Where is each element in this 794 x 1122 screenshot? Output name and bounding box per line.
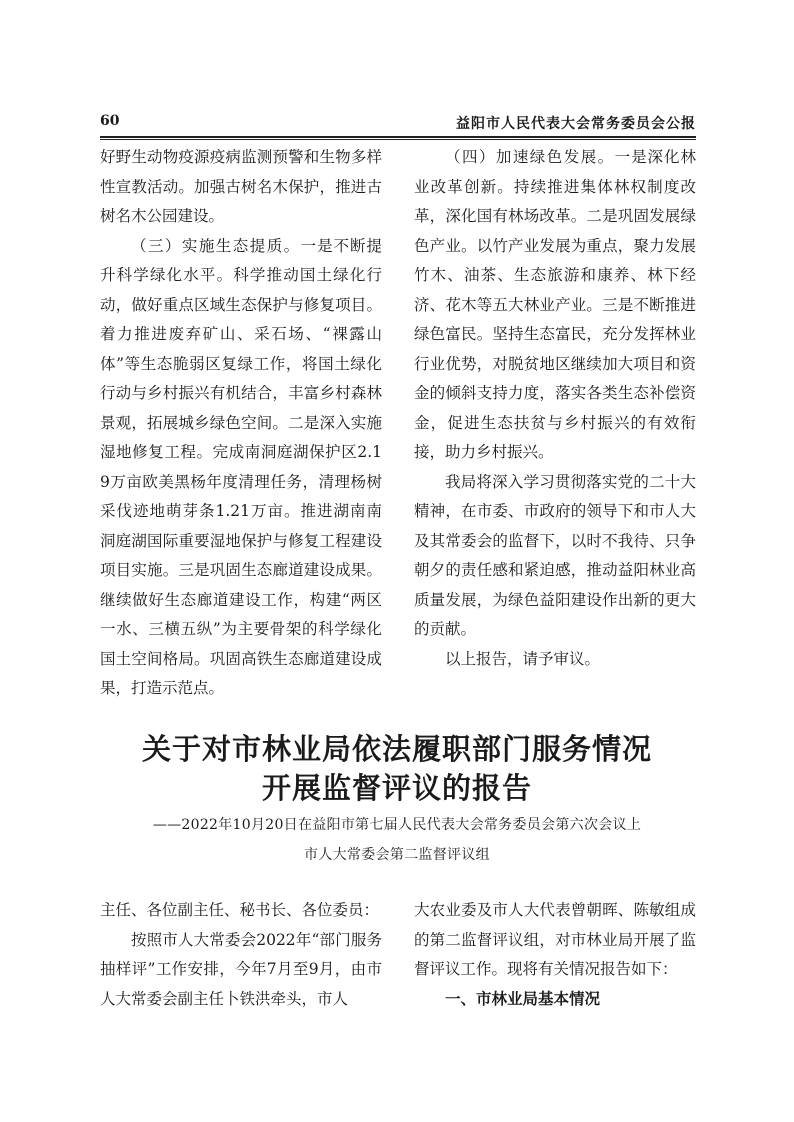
article-title-line1: 关于对市林业局依法履职部门服务情况 bbox=[141, 732, 652, 766]
header-rule-thin bbox=[100, 139, 696, 140]
subsection-heading: （四）加速绿色发展。 bbox=[445, 148, 615, 166]
article-title-line2: 开展监督评议的报告 bbox=[261, 771, 532, 805]
section-heading: 一、市林业局基本情况 bbox=[445, 989, 601, 1008]
paragraph: 大农业委及市人大代表曾朝晖、陈敏组成的第二监督评议组，对市林业局开展了监督评议工作。现将有关情况报告如下： bbox=[414, 901, 696, 978]
page-number: 60 bbox=[100, 113, 120, 129]
right-column-top bbox=[414, 143, 696, 674]
page-header bbox=[100, 113, 696, 133]
subsection-heading: （三）实施生态提质。 bbox=[131, 236, 301, 255]
paragraph: 好野生动物疫源疫病监测预警和生物多样性宣教活动。加强古树名木保护，推进古树名木公园建设。 bbox=[100, 148, 382, 225]
left-column-top bbox=[100, 143, 382, 704]
journal-title: 益阳市人民代表大会常务委员会公报 bbox=[456, 116, 696, 132]
paragraph: 按照市人大常委会2022年“部门服务抽样评”工作安排，今年7月至9月，由市人大常委会副主任卜铁洪牵头，市人 bbox=[100, 930, 382, 1008]
paragraph: 我局将深入学习贯彻落实党的二十大精神，在市委、市政府的领导下和市人大及其常委会的监督下，以时不我待、只争朝夕的责任感和紧迫感，推动益阳林业高质量发展，为绿色益阳建设作出新的更大的贡献。 bbox=[414, 472, 696, 638]
article-subtitle-line1: ——2022年10月20日在益阳市第七届人民代表大会常务委员会第六次会议上 bbox=[152, 817, 642, 833]
right-column-bottom bbox=[414, 896, 696, 1014]
article-subtitle-line2: 市人大常委会第二监督评议组 bbox=[304, 847, 490, 863]
header-rule-thick bbox=[100, 136, 696, 138]
paragraph: 以上报告，请予审议。 bbox=[445, 649, 601, 668]
paragraph: （四）加速绿色发展。一是深化林业改革创新。持续推进集体林权制度改革，深化国有林场改革。二是巩固发展绿色产业。以竹产业发展为重点，聚力发展竹木、油茶、生态旅游和康养、林下经济、花木等五大林业产业。三是不断推进绿色富民。坚持生态富民，充分发挥林业行业优势，对脱贫地区继续加大项目和资金的倾斜支持力度，落实各类生态补偿资金，促进生态扶贫与乡村振兴的有效衔接，助力乡村振兴。 bbox=[414, 148, 696, 461]
left-column-bottom bbox=[100, 896, 382, 1014]
paragraph: （三）实施生态提质。一是不断提升科学绿化水平。科学推动国土绿化行动，做好重点区域生态保护与修复项目。着力推进废弃矿山、采石场、“裸露山体”等生态脆弱区复绿工作，将国土绿化行动与乡村振兴有机结合，丰富乡村森林景观，拓展城乡绿色空间。二是深入实施湿地修复工程。完成南洞庭湖保护区2.19万亩欧美黑杨年度清理任务，清理杨树采伐迹地萌芽条1.21万亩。推进湖南南洞庭湖国际重要湿地保护与修复工程建设项目实施。三是巩固生态廊道建设成果。继续做好生态廊道建设工作，构建“两区一水、三横五纵”为主要骨架的科学绿化国土空间格局。巩固高铁生态廊道建设成果，打造示范点。 bbox=[100, 236, 382, 697]
salutation: 主任、各位副主任、秘书长、各位委员： bbox=[100, 901, 380, 919]
